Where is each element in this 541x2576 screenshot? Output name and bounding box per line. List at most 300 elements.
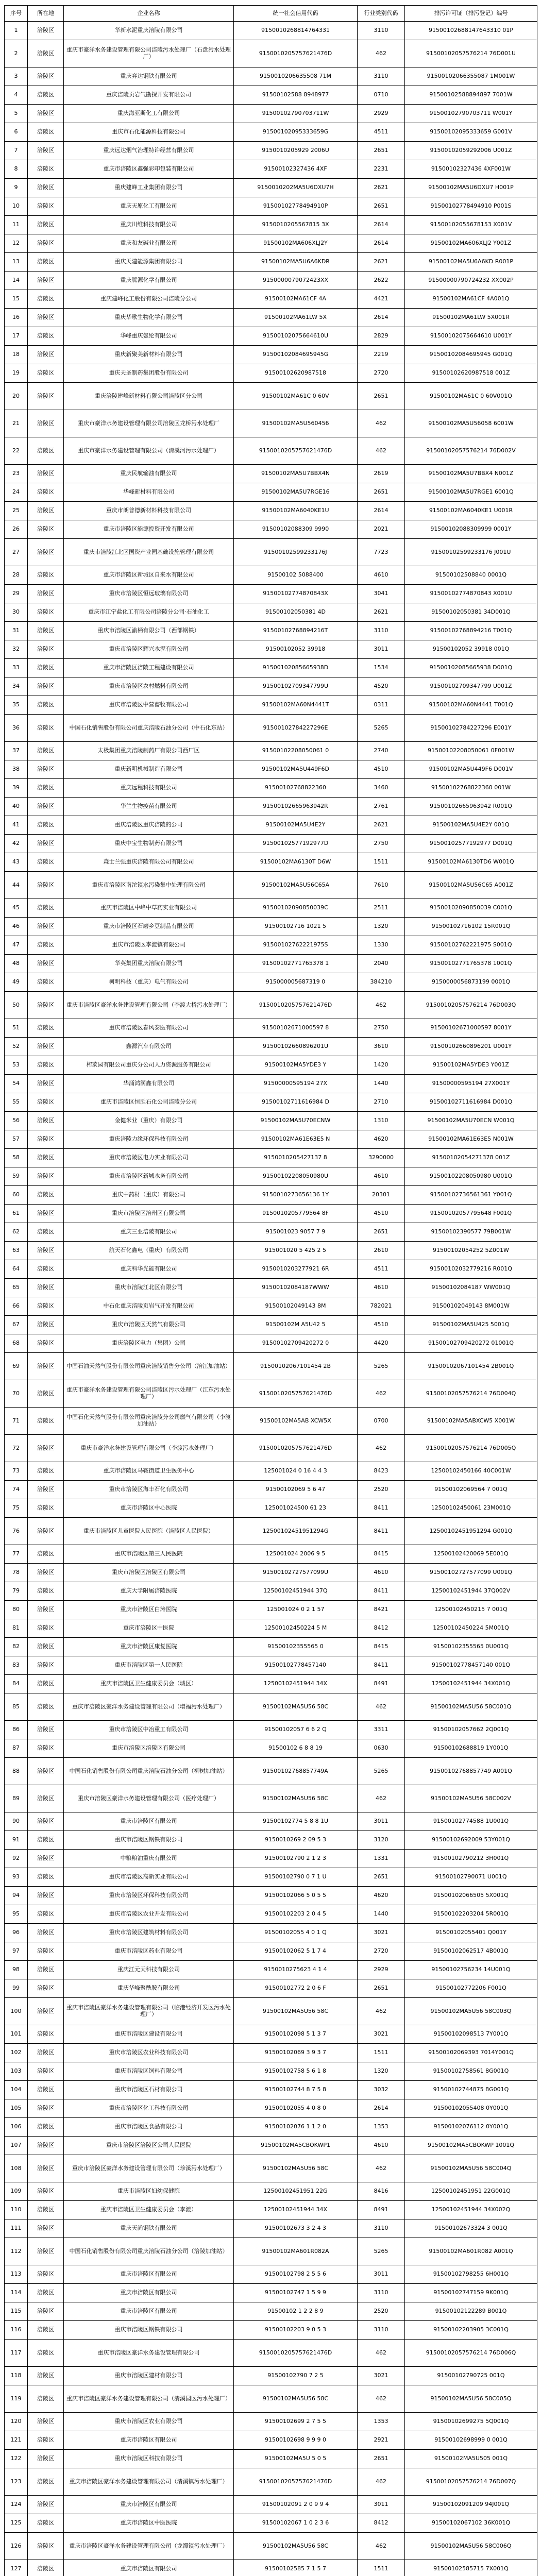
row-index: 69 [5,1353,28,1380]
row-credit-code: 91500102790 0 7 1 U [234,1868,358,1887]
row-credit-code: 9150010203277921 6R [234,1260,358,1279]
row-permit-number: 12500102451944 34X002Q [405,2201,537,2219]
row-credit-code: 915001023 9057 7 9 [234,1223,358,1242]
row-index: 14 [5,272,28,290]
row-company-name: 重庆市涪陵区恒远玻璃有限公司 [64,585,234,603]
row-credit-code: 91500102588 8948977 [234,86,358,105]
row-credit-code: 91500102798 2 5 5 6 [234,2265,358,2284]
row-index: 75 [5,1499,28,1518]
row-index: 90 [5,1812,28,1831]
row-index: 104 [5,2081,28,2099]
row-credit-code: 91500102076 1 1 2 0 [234,2118,358,2137]
row-company-name: 重庆涪陵区重庆涪陵的公司 [64,816,234,835]
row-industry-code: 2621 [358,816,405,835]
row-industry-code: 1353 [358,2413,405,2431]
row-company-name: 重庆海亚斯化工有限公司 [64,105,234,123]
row-location: 涪陵区 [28,1924,64,1942]
row-industry-code: 0710 [358,86,405,105]
row-company-name: 重庆市涪陵区有限公司 [64,2265,234,2284]
row-credit-code: 91500102772 2 0 6 F [234,1979,358,1998]
table-row [5,2182,537,2201]
row-company-name: 重庆市涪陵区卫生健康委员会（城区） [64,1675,234,1693]
row-credit-code: 91500102MA5U7BBX4N [234,465,358,483]
row-industry-code: 1440 [358,1075,405,1093]
row-location: 涪陵区 [28,1038,64,1056]
row-industry-code: 4620 [358,1130,405,1149]
row-permit-number: 91500102057795648 F001Q [405,1205,537,1223]
row-industry-code: 3041 [358,585,405,603]
row-location: 涪陵区 [28,1739,64,1758]
row-company-name: 金健米业（重庆）有限公司 [64,1112,234,1130]
row-index: 81 [5,1619,28,1638]
row-credit-code: 91500102355565 0 [234,1638,358,1656]
row-industry-code: 2720 [358,364,405,383]
row-company-name: 重庆市涪陵区南沱镇水污染集中处理有限公司 [64,872,234,899]
row-company-name: 重庆涪陵页岩气勘探开发有限公司 [64,86,234,105]
table-row [5,936,537,955]
row-industry-code: 2710 [358,1093,405,1112]
row-location: 涪陵区 [28,566,64,585]
table-row [5,483,537,502]
row-permit-number: 91500102MA5U6A6KD R001P [405,253,537,272]
row-permit-number: 91500102MA606XLJ2 Y001Z [405,234,537,253]
row-industry-code: 4510 [358,1205,405,1223]
row-index: 53 [5,1056,28,1075]
row-industry-code: 462 [358,1998,405,2025]
table-row [5,290,537,309]
row-location: 涪陵区 [28,1518,64,1545]
table-row [5,437,537,465]
row-permit-number: 91500102771765378 1001Q [405,955,537,973]
row-index: 44 [5,872,28,899]
row-permit-number: 91500102MA5U56 58C002V [405,1785,537,1812]
row-credit-code: 91500102MA5U56 58C [234,1693,358,1721]
row-company-name: 中粮粮油重庆有限公司 [64,1850,234,1868]
row-permit-number: 91500102203905 3C001Q [405,2321,537,2340]
row-company-name: 重庆市涪陵区鑫强彩印包装有限公司 [64,160,234,179]
row-index: 58 [5,1149,28,1167]
row-permit-number: 91500102057576214 76D007Q [405,2468,537,2496]
table-row [5,1758,537,1785]
row-company-name: 华峰新材料有限公司 [64,483,234,502]
table-row [5,2265,537,2284]
row-company-name: 重庆新聚美新材料有限公司 [64,346,234,364]
row-industry-code: 3110 [358,2219,405,2238]
row-industry-code: 2750 [358,835,405,853]
row-industry-code: 2651 [358,197,405,216]
table-row [5,2385,537,2413]
row-industry-code: 4610 [358,2137,405,2155]
row-permit-number: 91500102784227296 E001Y [405,715,537,742]
row-credit-code: 91500102049143 8M [234,1297,358,1316]
row-company-name: 重庆天尚钢铁有限公司 [64,2219,234,2238]
row-index: 119 [5,2385,28,2413]
row-location: 涪陵区 [28,1481,64,1499]
row-permit-number: 91500102711616984 D001Q [405,1093,537,1112]
row-industry-code: 3110 [358,622,405,640]
row-location: 涪陵区 [28,2533,64,2560]
row-industry-code: 2651 [358,1223,405,1242]
row-credit-code: 91500102MA5YDE3 Y [234,1056,358,1075]
row-location: 涪陵区 [28,1297,64,1316]
row-company-name: 重庆市涪陵区有限公司 [64,2431,234,2450]
table-row [5,2099,537,2118]
row-company-name: 重庆市涪陵区海丰石化有限公司 [64,1481,234,1499]
row-industry-code: 2929 [358,1961,405,1979]
row-index: 114 [5,2284,28,2302]
row-permit-number: 91500000595194 27X001Y [405,1075,537,1093]
row-permit-number: 91500102084187 WW001Q [405,1279,537,1297]
row-company-name: 华英集团重庆涪陵有限公司 [64,955,234,973]
row-index: 92 [5,1850,28,1868]
row-credit-code: 91500102MA5CBOKWP1 [234,2137,358,2155]
row-permit-number: 91500102744875 8G001Q [405,2081,537,2099]
row-location: 涪陵区 [28,2560,64,2576]
row-index: 100 [5,1998,28,2025]
row-industry-code: 462 [358,410,405,437]
row-location: 涪陵区 [28,798,64,816]
row-permit-number: 91500102MA5U70ECN W001Q [405,1112,537,1130]
row-credit-code: 91500102768857749A [234,1758,358,1785]
row-location: 涪陵区 [28,1979,64,1998]
row-industry-code: 2610 [358,1242,405,1260]
table-row [5,1887,537,1905]
row-credit-code: 9150010205757621476D [234,1380,358,1408]
row-company-name: 重庆弈达钢铁有限公司 [64,67,234,86]
table-row [5,2081,537,2099]
row-location: 涪陵区 [28,410,64,437]
row-location: 涪陵区 [28,2238,64,2265]
table-row [5,234,537,253]
row-company-name: 华兰生物疫苗有限公司 [64,798,234,816]
row-credit-code: 91500102762221975S [234,936,358,955]
row-location: 涪陵区 [28,1961,64,1979]
row-industry-code: 2040 [358,955,405,973]
row-industry-code: 462 [358,2340,405,2367]
table-row [5,659,537,677]
row-credit-code: 9150010206635508 71M [234,67,358,86]
row-credit-code: 91500102790 2 1 2 3 [234,1850,358,1868]
row-permit-number: 91500102620987518 001Z [405,364,537,383]
row-industry-code: 2520 [358,2302,405,2321]
table-row [5,955,537,973]
row-company-name: 重庆市涪陵区电力实业有限公司 [64,1149,234,1167]
table-row [5,1334,537,1353]
row-company-name: 重庆市涪陵区涪陵工程建设有限公司 [64,659,234,677]
row-credit-code: 91500102M A5U42 5 [234,1316,358,1334]
row-index: 2 [5,40,28,67]
row-permit-number: 91500102MA5U56 58C003Q [405,1998,537,2025]
row-location: 涪陵区 [28,1693,64,1721]
row-credit-code: 91500102MA5AB XCW5X [234,1408,358,1435]
row-permit-number: 91500102067101454 2B001Q [405,1353,537,1380]
row-permit-number: 91500102069564 7 001Q [405,1481,537,1499]
row-industry-code: 3110 [358,67,405,86]
row-company-name: 重庆市涪陵江北区有限公司 [64,1279,234,1297]
row-credit-code: 12500102451951 22G [234,2182,358,2201]
row-permit-number: 91500102059292006 U001Z [405,142,537,160]
row-credit-code: 91500102MA61E63E5 N [234,1130,358,1149]
row-index: 34 [5,677,28,696]
row-industry-code: 3021 [358,2025,405,2044]
table-row [5,160,537,179]
row-permit-number: 91500102774588 1U001Q [405,1812,537,1831]
table-row [5,1075,537,1093]
row-index: 78 [5,1564,28,1582]
row-credit-code: 91500102MA61C 0 60V [234,383,358,410]
row-location: 涪陵区 [28,760,64,779]
row-industry-code: 462 [358,2385,405,2413]
row-company-name: 重庆市涪陵区妇幼保健院 [64,2182,234,2201]
row-permit-number: 12500102450061 23M001Q [405,1499,537,1518]
row-industry-code: 3311 [358,1721,405,1739]
row-industry-code: 1420 [358,1056,405,1075]
row-index: 36 [5,715,28,742]
row-company-name: 重庆天原化工有限公司 [64,197,234,216]
table-row [5,1167,537,1186]
row-index: 48 [5,955,28,973]
row-credit-code: 91500102067 1 0 2 3 6 [234,2514,358,2533]
table-row [5,1316,537,1334]
row-company-name: 重庆市涪陵区食品有限公司 [64,2118,234,2137]
table-row [5,1380,537,1408]
row-company-name: 重庆市涪陵区有限公司 [64,1812,234,1831]
table-row [5,1564,537,1582]
row-company-name: 重庆市涪陵区白涛医院 [64,1601,234,1619]
row-location: 涪陵区 [28,216,64,234]
table-row [5,364,537,383]
row-industry-code: 4610 [358,1564,405,1582]
table-row [5,105,537,123]
row-industry-code: 462 [358,40,405,67]
row-credit-code: 9150010205757621476D [234,1435,358,1462]
row-company-name: 重庆市豪洋水务建设管理有限公司涪陵区污水处理厂（江东污水处理厂） [64,1380,234,1408]
row-company-name: 重庆市涪陵区新城水务有限公司 [64,1167,234,1186]
row-index: 30 [5,603,28,622]
row-permit-number: 91500102778494910 P001S [405,197,537,216]
table-row [5,1675,537,1693]
row-index: 23 [5,465,28,483]
row-permit-number: 91500102585715 7X001Q [405,2560,537,2576]
row-permit-number: 91500102MA5U505 001Q [405,2450,537,2468]
row-industry-code: 20301 [358,1186,405,1205]
row-credit-code: 91500102727577099U [234,1564,358,1582]
row-industry-code: 2761 [358,798,405,816]
row-index: 45 [5,899,28,918]
row-index: 125 [5,2514,28,2533]
table-row [5,835,537,853]
row-index: 103 [5,2062,28,2081]
row-location: 涪陵区 [28,1998,64,2025]
table-row [5,2238,537,2265]
row-credit-code: 91500102768822360 [234,779,358,798]
table-row [5,1353,537,1380]
row-permit-number: 91500102054271378 001Z [405,1149,537,1167]
row-industry-code: 2651 [358,1868,405,1887]
row-permit-number: 91500102768822360 001W [405,779,537,798]
row-industry-code: 4620 [358,1887,405,1905]
table-row [5,2219,537,2238]
row-credit-code: 91500102768894216T [234,622,358,640]
row-industry-code: 2651 [358,1979,405,1998]
row-location: 涪陵区 [28,309,64,327]
row-permit-number: 91500102MA5CBOKWP 1001Q [405,2137,537,2155]
table-row [5,2514,537,2533]
row-permit-number: 91500102057576214 76D004Q [405,1380,537,1408]
row-credit-code: 91500102MA5U56C65A [234,872,358,899]
table-row [5,2062,537,2081]
row-permit-number: 91500102057576214 76D006Q [405,2340,537,2367]
row-company-name: 中国石化销售股份有限公司重庆涪陵石油分公司（涪陵加油站） [64,2238,234,2265]
row-credit-code: 91500102090850039C [234,899,358,918]
row-index: 21 [5,410,28,437]
row-permit-number: 12500102451944 37Q002V [405,1582,537,1601]
row-industry-code: 1511 [358,853,405,872]
row-location: 涪陵区 [28,1223,64,1242]
row-permit-number: 91500102203204 5R001Q [405,1905,537,1924]
row-index: 108 [5,2155,28,2182]
row-permit-number: 91500102327436 4XF001W [405,160,537,179]
row-permit-number: 91500102084695945 G001Q [405,346,537,364]
row-location: 涪陵区 [28,1942,64,1961]
table-row [5,918,537,936]
row-industry-code: 1330 [358,936,405,955]
row-index: 101 [5,2025,28,2044]
row-index: 71 [5,1408,28,1435]
row-permit-number: 91500102774870843 X001U [405,585,537,603]
row-industry-code: 4511 [358,123,405,142]
row-credit-code: 91500102MA5U6A6KDR [234,253,358,272]
row-index: 19 [5,364,28,383]
row-company-name: 重庆市涪陵区渝桶有限公司（西部钢铁） [64,622,234,640]
row-credit-code: 91500102MA5U4E2Y [234,816,358,835]
row-index: 91 [5,1831,28,1850]
row-permit-number: 91500102095333659 G001V [405,123,537,142]
row-industry-code: 462 [358,1785,405,1812]
row-company-name: 重庆市涪陵区建筑材料有限公司 [64,1924,234,1942]
row-location: 涪陵区 [28,290,64,309]
row-credit-code: 91500102671000597 8 [234,1019,358,1038]
row-company-name: 重庆中药材（重庆）有限公司 [64,1186,234,1205]
row-permit-number: 91500102066505 5X001Q [405,1887,537,1905]
row-location: 涪陵区 [28,2431,64,2450]
table-row [5,1093,537,1112]
row-location: 涪陵区 [28,234,64,253]
table-row [5,1638,537,1656]
row-credit-code: 91500102MA61LW 5X [234,309,358,327]
row-credit-code: 91500102085665938D [234,659,358,677]
row-location: 涪陵区 [28,1093,64,1112]
row-location: 涪陵区 [28,2496,64,2514]
row-permit-number: 91500102057576214 76D005Q [405,1435,537,1462]
table-row [5,520,537,539]
row-credit-code: 91500102084695945G [234,346,358,364]
row-credit-code: 91500102 1 2 2 8 9 [234,2302,358,2321]
row-location: 涪陵区 [28,1316,64,1334]
row-index: 99 [5,1979,28,1998]
row-location: 涪陵区 [28,437,64,465]
table-row [5,1850,537,1868]
row-permit-number: 91500102790071 U001Q [405,1868,537,1887]
row-index: 13 [5,253,28,272]
row-credit-code: 91500102778457140 [234,1656,358,1675]
row-credit-code: 125001024500 61 23 [234,1499,358,1518]
row-index: 1 [5,22,28,40]
table-row [5,1056,537,1075]
row-index: 43 [5,853,28,872]
row-credit-code: 91500102208050061 0 [234,742,358,760]
table-row [5,539,537,566]
row-company-name: 重庆市涪陵江北区国资产业园基础设施管理有限公司 [64,539,234,566]
row-industry-code: 0311 [358,696,405,715]
row-location: 涪陵区 [28,483,64,502]
row-location: 涪陵区 [28,677,64,696]
row-index: 20 [5,383,28,410]
row-industry-code: 5265 [358,1758,405,1785]
row-permit-number: 91500102062517 4B001Q [405,1942,537,1961]
row-company-name: 重庆市涪陵区有限公司 [64,2496,234,2514]
row-index: 41 [5,816,28,835]
table-row [5,1205,537,1223]
row-credit-code: 9150010269 2 09 5 3 [234,1831,358,1850]
row-location: 涪陵区 [28,2284,64,2302]
row-industry-code: 8412 [358,2514,405,2533]
row-credit-code: 91500102088309 9990 [234,520,358,539]
row-company-name: 柯明科技（重庆）电气有限公司 [64,973,234,992]
row-company-name: 重庆民航输油有限公司 [64,465,234,483]
row-credit-code: 91500102585 7 1 5 7 [234,2560,358,2576]
table-row [5,142,537,160]
row-industry-code: 0630 [358,1739,405,1758]
row-industry-code: 8423 [358,1462,405,1481]
row-index: 118 [5,2367,28,2385]
row-credit-code: 91500102MA606XLJ2Y [234,234,358,253]
row-company-name: 中国石化销售股份有限公司重庆涪陵石油分公司（柳树加油站） [64,1758,234,1785]
row-index: 85 [5,1693,28,1721]
row-company-name: 太极集团重庆涪陵制药厂有限公司西厂区 [64,742,234,760]
row-credit-code: 91500102716 1021 5 [234,918,358,936]
row-company-name: 重庆市涪陵区农村燃料有限公司 [64,677,234,696]
row-permit-number: 91500102768857749 A001Q [405,1758,537,1785]
row-location: 涪陵区 [28,1582,64,1601]
row-index: 33 [5,659,28,677]
row-industry-code: 8491 [358,1675,405,1693]
row-location: 涪陵区 [28,2468,64,2496]
row-credit-code: 9150010205427137 8 [234,1149,358,1167]
table-row [5,2302,537,2321]
row-permit-number: 91500102778457140 001Q [405,1656,537,1675]
table-row [5,798,537,816]
row-permit-number: 91500102673324 3 001Q [405,2219,537,2238]
row-company-name: 重庆建峰工业集团有限公司 [64,179,234,197]
row-company-name: 重庆市涪陵区儿童医院人民医院（涪陵区人民医院） [64,1518,234,1545]
row-credit-code: 91500102MA5U56 58C [234,2385,358,2413]
row-index: 126 [5,2533,28,2560]
row-index: 121 [5,2431,28,2450]
row-industry-code: 1310 [358,1112,405,1130]
row-index: 24 [5,483,28,502]
row-index: 97 [5,1942,28,1961]
row-industry-code: 1511 [358,2044,405,2062]
row-location: 涪陵区 [28,918,64,936]
table-row [5,2137,537,2155]
row-industry-code: 1440 [358,1905,405,1924]
row-permit-number: 91500102762221975 S001Q [405,936,537,955]
row-company-name: 重庆市涪陵区天然气有限公司 [64,1316,234,1334]
row-permit-number: 91500102MA61E63E5 N001W [405,1130,537,1149]
row-permit-number: 91500102MA5U7BBX4 N001Z [405,465,537,483]
row-index: 26 [5,520,28,539]
